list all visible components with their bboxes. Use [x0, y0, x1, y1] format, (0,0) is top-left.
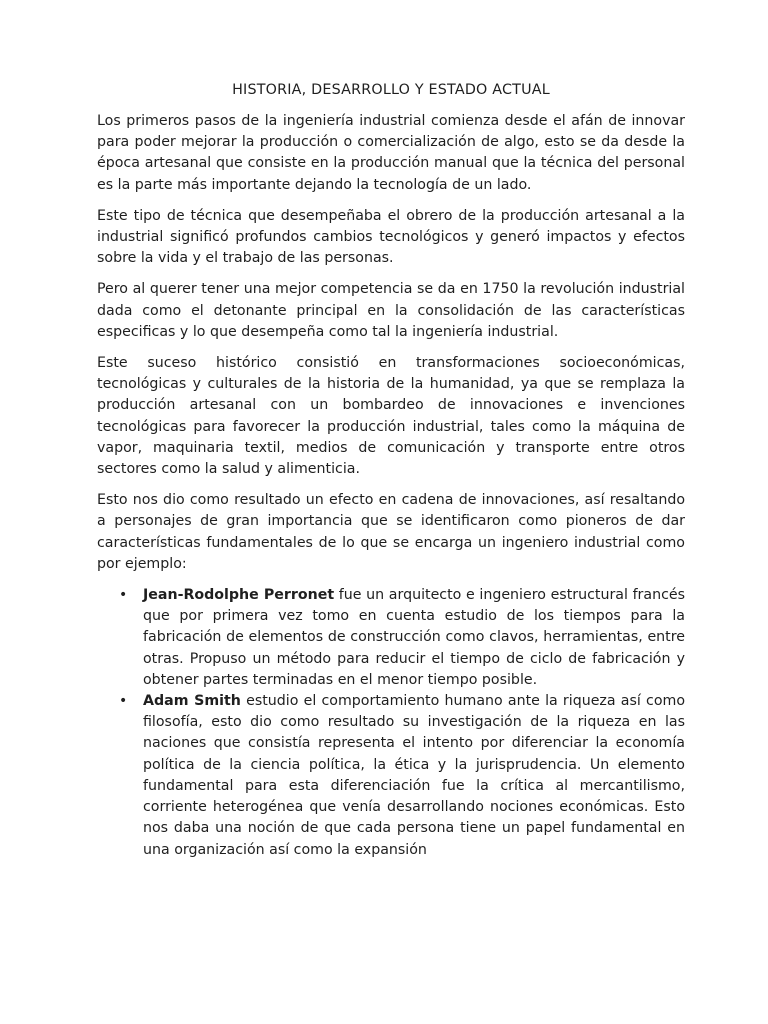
person-name: Jean-Rodolphe Perronet — [143, 587, 335, 604]
person-description: fue un arquitecto e ingeniero estructural francés que por primera vez tomo en cuenta estudio de los tiempos para la fabricación de elementos de construcción como clavos, herramientas, entre otras. Propuso un método para reducir el tiempo de ciclo de fabricación y obtener partes terminadas en el menor tiempo posible. — [143, 587, 685, 688]
paragraph-1: Los primeros pasos de la ingeniería industrial comienza desde el afán de innovar para poder mejorar la producción o comercialización de algo, esto se da desde la época artesanal que consiste en la producción manual que la técnica del personal es la parte más importante dejando la tecnología de un lado. — [97, 113, 685, 193]
list-item — [97, 691, 685, 861]
paragraph-4: Este suceso histórico consistió en transformaciones socioeconómicas, tecnológicas y culturales de la historia de la humanidad, ya que se remplaza la producción artesanal con un bombardeo de innovaciones e invenciones tecnológicas para favorecer la producción industrial, tales como la máquina de vapor, maquinaria textil, medios de comunicación y transporte entre otros sectores como la salud y alimenticia. — [97, 355, 685, 478]
pioneers-list — [97, 585, 685, 861]
person-description: estudio el comportamiento humano ante la riqueza así como filosofía, esto dio como resultado su investigación de la riqueza en las naciones que consistía representa el intento por diferenciar la economía política de la ciencia política, la ética y la jurisprudencia. Un elemento fundamental para esta diferenciación fue la crítica al mercantilismo, corriente heterogénea que venía desarrollando nociones económicas. Esto nos daba una noción de que cada persona tiene un papel fundamental en una organización así como la expansión — [143, 693, 686, 858]
document-title: HISTORIA, DESARROLLO Y ESTADO ACTUAL — [232, 82, 550, 98]
bullet-icon: • — [119, 587, 128, 604]
document-page — [97, 80, 685, 861]
bullet-icon: • — [119, 693, 128, 710]
paragraph-5: Esto nos dio como resultado un efecto en cadena de innovaciones, así resaltando a personajes de gran importancia que se identificaron como pioneros de dar características fundamentales de lo que se encarga un ingeniero industrial como por ejemplo: — [97, 492, 685, 572]
paragraph-2: Este tipo de técnica que desempeñaba el obrero de la producción artesanal a la industrial significó profundos cambios tecnológicos y generó impactos y efectos sobre la vida y el trabajo de las personas. — [97, 207, 685, 267]
list-item — [97, 585, 685, 691]
paragraph-3: Pero al querer tener una mejor competencia se da en 1750 la revolución industrial dada como el detonante principal en la consolidación de las características especificas y lo que desempeña como tal la ingeniería industrial. — [97, 281, 685, 340]
person-name: Adam Smith — [143, 693, 241, 710]
